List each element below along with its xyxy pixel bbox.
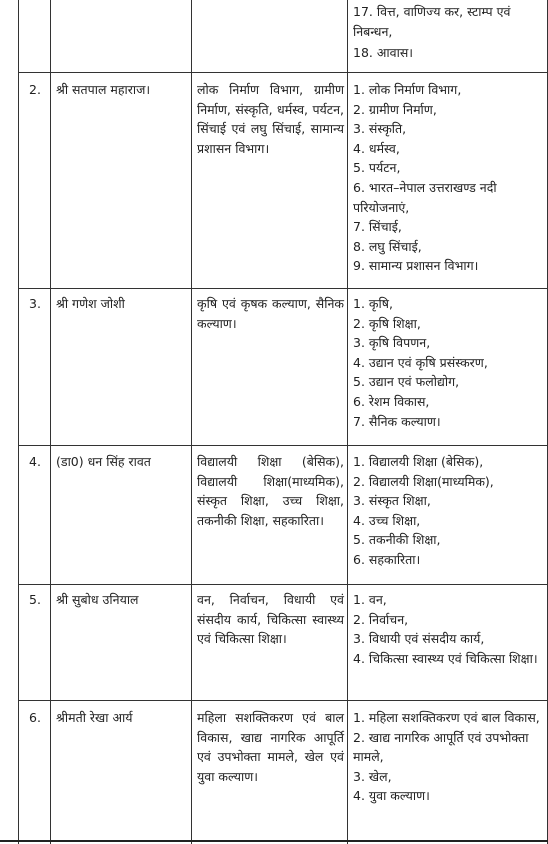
list-item: 17. वित्त, वाणिज्य कर, स्टाम्प एवं निबन्धन, bbox=[353, 4, 511, 39]
row-number: 3. bbox=[29, 296, 41, 311]
list-item: 18. आवास। bbox=[353, 45, 414, 61]
column-divider-number bbox=[50, 0, 51, 844]
list-item: 8. लघु सिंचाई, bbox=[353, 238, 422, 254]
row-number: 4. bbox=[29, 454, 41, 469]
minister-name: श्री सुबोध उनियाल bbox=[56, 592, 139, 607]
list-item: 2. कृषि शिक्षा, bbox=[353, 315, 421, 331]
list-item: 1. लोक निर्माण विभाग, bbox=[353, 82, 462, 97]
list-item: 1. विद्यालयी शिक्षा (बेसिक), bbox=[353, 454, 484, 469]
row-divider bbox=[18, 584, 548, 585]
row-divider bbox=[18, 288, 548, 289]
departments-text: वन, निर्वाचन, विधायी एवं संसदीय कार्य, चिकित्सा स्वास्थ्य एवं चिकित्सा शिक्षा। bbox=[197, 592, 344, 647]
list-item: 2. खाद्य नागरिक आपूर्ति एवं उपभोक्ता मामले, bbox=[353, 729, 529, 765]
row-number: 5. bbox=[29, 592, 41, 607]
column-divider-minister bbox=[191, 0, 192, 844]
list-item: 4. उच्च शिक्षा, bbox=[353, 512, 421, 528]
row-number: 6. bbox=[29, 710, 41, 725]
list-item: 3. संस्कृति, bbox=[353, 121, 407, 137]
portfolio-list bbox=[353, 452, 545, 570]
list-item: 4. उद्यान एवं कृषि प्रसंस्करण, bbox=[353, 354, 488, 370]
list-item: 1. वन, bbox=[353, 592, 387, 607]
minister-name: (डा0) धन सिंह रावत bbox=[56, 454, 151, 469]
departments-text: महिला सशक्तिकरण एवं बाल विकास, खाद्य नागरिक आपूर्ति एवं उपभोक्ता मामले, खेल एवं युवा कल्याण। bbox=[197, 710, 344, 784]
list-item: 4. युवा कल्याण। bbox=[353, 788, 430, 804]
list-item: 2. ग्रामीण निर्माण, bbox=[353, 101, 437, 117]
minister-name: श्री गणेश जोशी bbox=[56, 296, 125, 311]
minister-name: श्रीमती रेखा आर्य bbox=[56, 710, 133, 725]
page-bottom-border bbox=[0, 840, 548, 842]
row-divider bbox=[18, 700, 548, 701]
list-item: 6. सहकारिता। bbox=[353, 551, 421, 567]
table-border-left bbox=[18, 0, 19, 844]
list-item: 2. विद्यालयी शिक्षा(माध्यमिक), bbox=[353, 473, 494, 489]
row-number: 2. bbox=[29, 82, 41, 97]
departments-text: लोक निर्माण विभाग, ग्रामीण निर्माण, संस्कृति, धर्मस्व, पर्यटन, सिंचाई एवं लघु सिंचाई, सामान्य प्रशासन विभाग। bbox=[197, 82, 344, 156]
list-item: 6. रेशम विकास, bbox=[353, 393, 430, 409]
list-item: 1. महिला सशक्तिकरण एवं बाल विकास, bbox=[353, 710, 540, 725]
portfolio-list bbox=[353, 80, 545, 276]
list-item: 5. उद्यान एवं फलोद्योग, bbox=[353, 374, 460, 390]
departments-text: विद्यालयी शिक्षा (बेसिक), विद्यालयी शिक्षा(माध्यमिक), संस्कृत शिक्षा, उच्च शिक्षा, तकनीकी शिक्षा, सहकारिता। bbox=[197, 454, 344, 528]
row-divider bbox=[18, 72, 548, 73]
list-item: 3. संस्कृत शिक्षा, bbox=[353, 493, 431, 509]
list-item: 5. पर्यटन, bbox=[353, 160, 401, 176]
portfolio-list bbox=[353, 708, 545, 806]
minister-name: श्री सतपाल महाराज। bbox=[56, 82, 151, 97]
list-item: 9. सामान्य प्रशासन विभाग। bbox=[353, 258, 479, 274]
list-item: 3. विधायी एवं संसदीय कार्य, bbox=[353, 631, 485, 647]
list-item: 4. धर्मस्व, bbox=[353, 140, 400, 156]
portfolio-continuation bbox=[353, 2, 545, 63]
list-item: 6. भारत–नेपाल उत्तराखण्ड नदी परियोजनाएं, bbox=[353, 179, 497, 215]
portfolio-list bbox=[353, 294, 545, 431]
list-item: 1. कृषि, bbox=[353, 296, 393, 311]
list-item: 3. कृषि विपणन, bbox=[353, 335, 431, 351]
list-item: 3. खेल, bbox=[353, 768, 392, 784]
list-item: 5. तकनीकी शिक्षा, bbox=[353, 532, 441, 548]
list-item: 2. निर्वाचन, bbox=[353, 611, 409, 627]
list-item: 4. चिकित्सा स्वास्थ्य एवं चिकित्सा शिक्षा। bbox=[353, 650, 538, 666]
portfolio-list bbox=[353, 590, 545, 668]
departments-text: कृषि एवं कृषक कल्याण, सैनिक कल्याण। bbox=[197, 296, 344, 331]
column-divider-departments bbox=[347, 0, 348, 844]
list-item: 7. सिंचाई, bbox=[353, 219, 402, 235]
list-item: 7. सैनिक कल्याण। bbox=[353, 413, 441, 429]
row-divider bbox=[18, 445, 548, 446]
